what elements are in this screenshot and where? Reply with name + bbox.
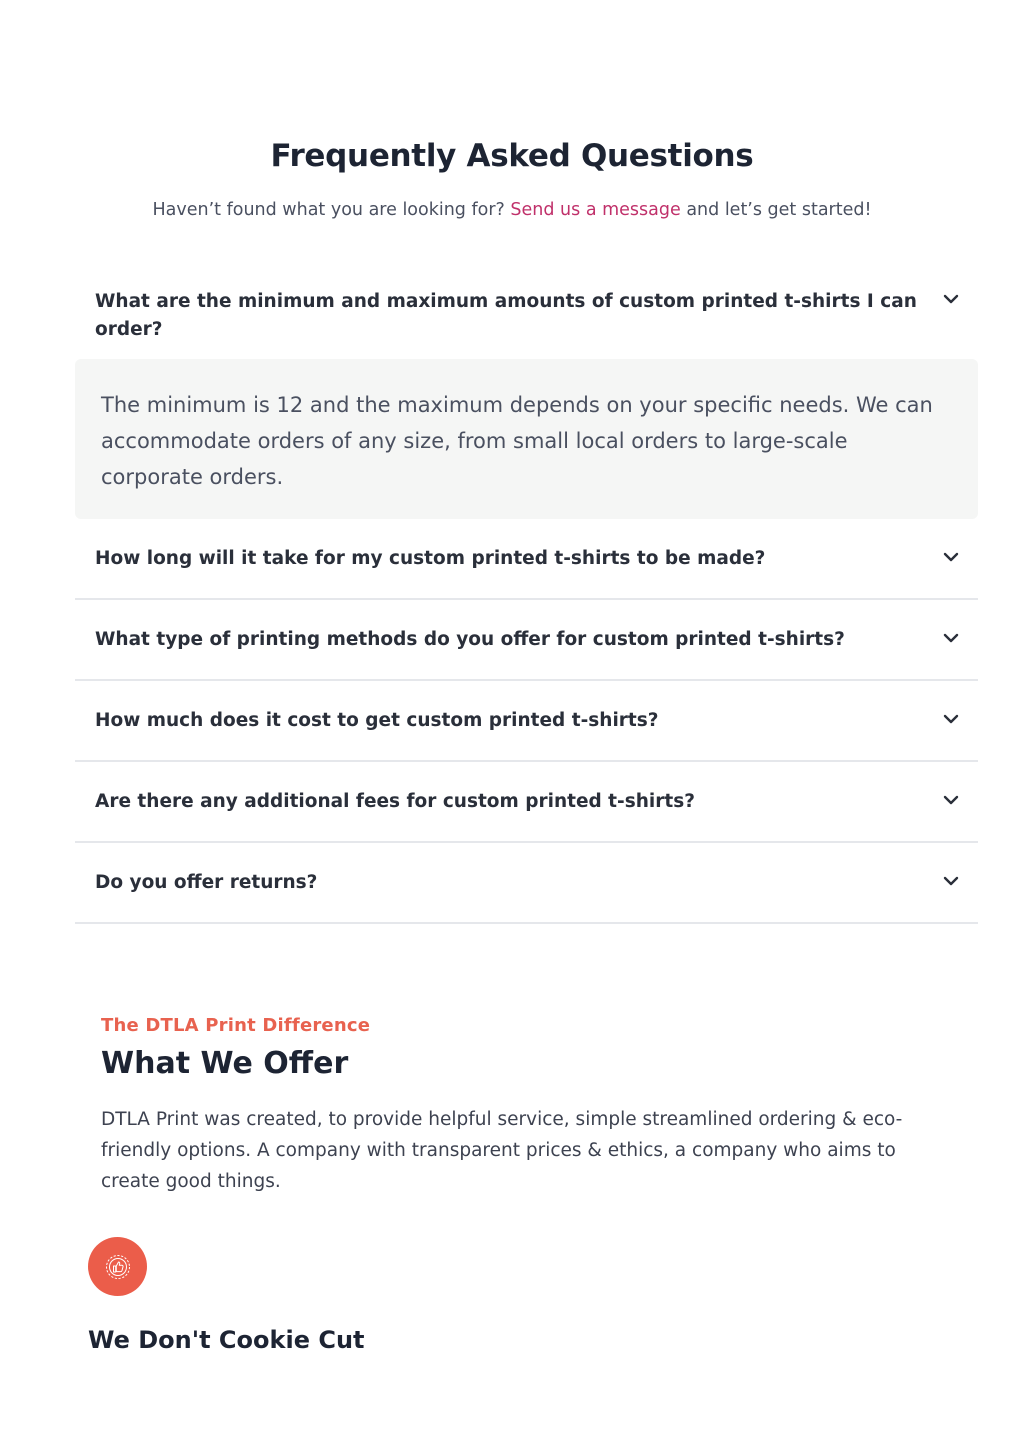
faq-item[interactable] bbox=[75, 519, 978, 600]
faq-question-toggle[interactable] bbox=[75, 762, 978, 816]
section-description: DTLA Print was created, to provide helpful service, simple streamlined ordering & eco-friendly options. A company with transparent prices & ethics, a company who aims to create good things. bbox=[101, 1109, 903, 1192]
section-title: What We Offer bbox=[101, 1046, 349, 1081]
send-message-link[interactable]: Send us a message bbox=[510, 200, 681, 220]
faq-item[interactable] bbox=[75, 600, 978, 681]
faq-answer: The minimum is 12 and the maximum depends on your specific needs. We can accommodate orders of any size, from small local orders to large-scale corporate orders. bbox=[75, 359, 978, 519]
chevron-down-icon[interactable] bbox=[942, 872, 960, 890]
faq-list bbox=[75, 280, 978, 924]
faq-question-toggle[interactable] bbox=[75, 280, 978, 359]
faq-subtitle-text-end: and let’s get started! bbox=[686, 200, 872, 220]
faq-subtitle-text: Haven’t found what you are looking for? bbox=[152, 200, 505, 220]
faq-question: What are the minimum and maximum amounts of custom printed t-shirts I can order? bbox=[95, 291, 917, 340]
faq-question-toggle[interactable] bbox=[75, 681, 978, 735]
chevron-down-icon[interactable] bbox=[942, 290, 960, 308]
faq-subtitle bbox=[0, 200, 1024, 220]
faq-question: Are there any additional fees for custom printed t-shirts? bbox=[95, 791, 695, 812]
faq-question: How much does it cost to get custom printed t-shirts? bbox=[95, 710, 659, 731]
thumbs-up-badge-icon bbox=[88, 1237, 147, 1296]
faq-question: Do you offer returns? bbox=[95, 872, 318, 893]
faq-title: Frequently Asked Questions bbox=[270, 138, 754, 174]
faq-question-toggle[interactable] bbox=[75, 519, 978, 573]
chevron-down-icon[interactable] bbox=[942, 548, 960, 566]
faq-item bbox=[75, 280, 978, 519]
chevron-down-icon[interactable] bbox=[942, 791, 960, 809]
chevron-down-icon[interactable] bbox=[942, 629, 960, 647]
faq-item[interactable] bbox=[75, 681, 978, 762]
faq-question: What type of printing methods do you offer for custom printed t-shirts? bbox=[95, 629, 845, 650]
feature-title: We Don't Cookie Cut bbox=[88, 1326, 365, 1354]
chevron-down-icon[interactable] bbox=[942, 710, 960, 728]
section-kicker: The DTLA Print Difference bbox=[101, 1015, 371, 1036]
faq-question-toggle[interactable] bbox=[75, 600, 978, 654]
faq-item[interactable] bbox=[75, 762, 978, 843]
faq-question-toggle[interactable] bbox=[75, 843, 978, 897]
faq-question: How long will it take for my custom printed t-shirts to be made? bbox=[95, 548, 766, 569]
faq-item[interactable] bbox=[75, 843, 978, 924]
